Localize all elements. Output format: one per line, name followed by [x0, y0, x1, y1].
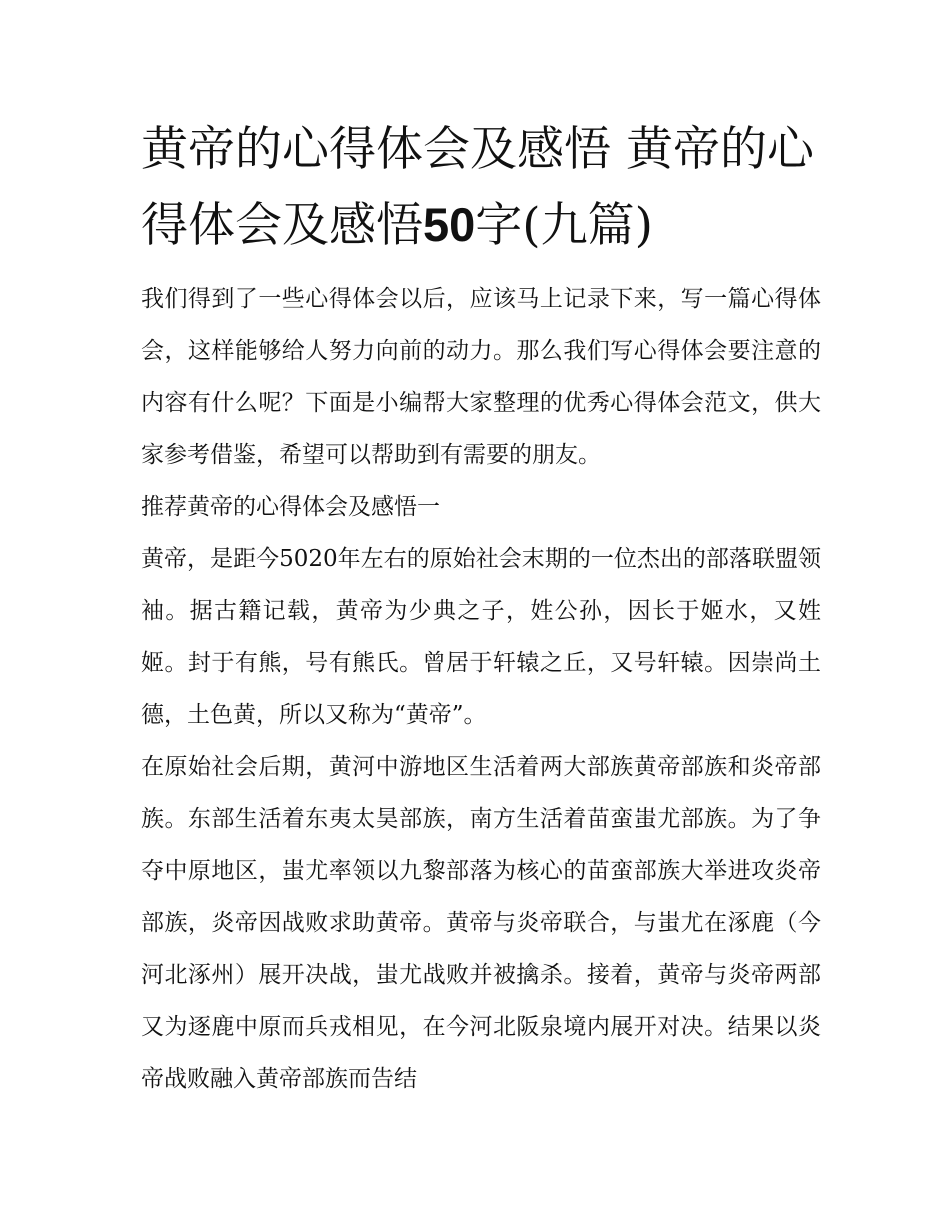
- title-number: 50: [423, 198, 476, 251]
- section-heading: 推荐黄帝的心得体会及感悟一: [141, 494, 440, 520]
- document-body: [141, 273, 821, 1105]
- document-content: [141, 112, 821, 1105]
- title-suffix: 字(九篇): [475, 198, 653, 253]
- document-title: [141, 112, 821, 263]
- body-paragraph: 在原始社会后期，黄河中游地区生活着两大部族黄帝部族和炎帝部族。东部生活着东夷太昊部族，南方生活着苗蛮蚩尤部族。为了争夺中原地区，蚩尤率领以九黎部落为核心的苗蛮部族大举进攻炎帝部族，炎帝因战败求助黄帝。黄帝与炎帝联合，与蚩尤在涿鹿（今河北涿州）展开决战，蚩尤战败并被擒杀。接着，黄帝与炎帝两部又为逐鹿中原而兵戎相见，在今河北阪泉境内展开对决。结果以炎帝战败融入黄帝部族而告结: [141, 754, 821, 1092]
- intro-paragraph: 我们得到了一些心得体会以后，应该马上记录下来，写一篇心得体会，这样能够给人努力向前的动力。那么我们写心得体会要注意的内容有什么呢？下面是小编帮大家整理的优秀心得体会范文，供大家参考借鉴，希望可以帮助到有需要的朋友。: [141, 286, 821, 468]
- body-paragraph: 黄帝，是距今5020年左右的原始社会末期的一位杰出的部落联盟领袖。据古籍记载，黄帝为少典之子，姓公孙，因长于姬水，又姓姬。封于有熊，号有熊氏。曾居于轩辕之丘，又号轩辕。因崇尚土德，土色黄，所以又称为“黄帝”。: [141, 546, 821, 728]
- title-text: 黄帝的心得体会及感悟 黄帝的心得体会及感悟: [141, 122, 814, 253]
